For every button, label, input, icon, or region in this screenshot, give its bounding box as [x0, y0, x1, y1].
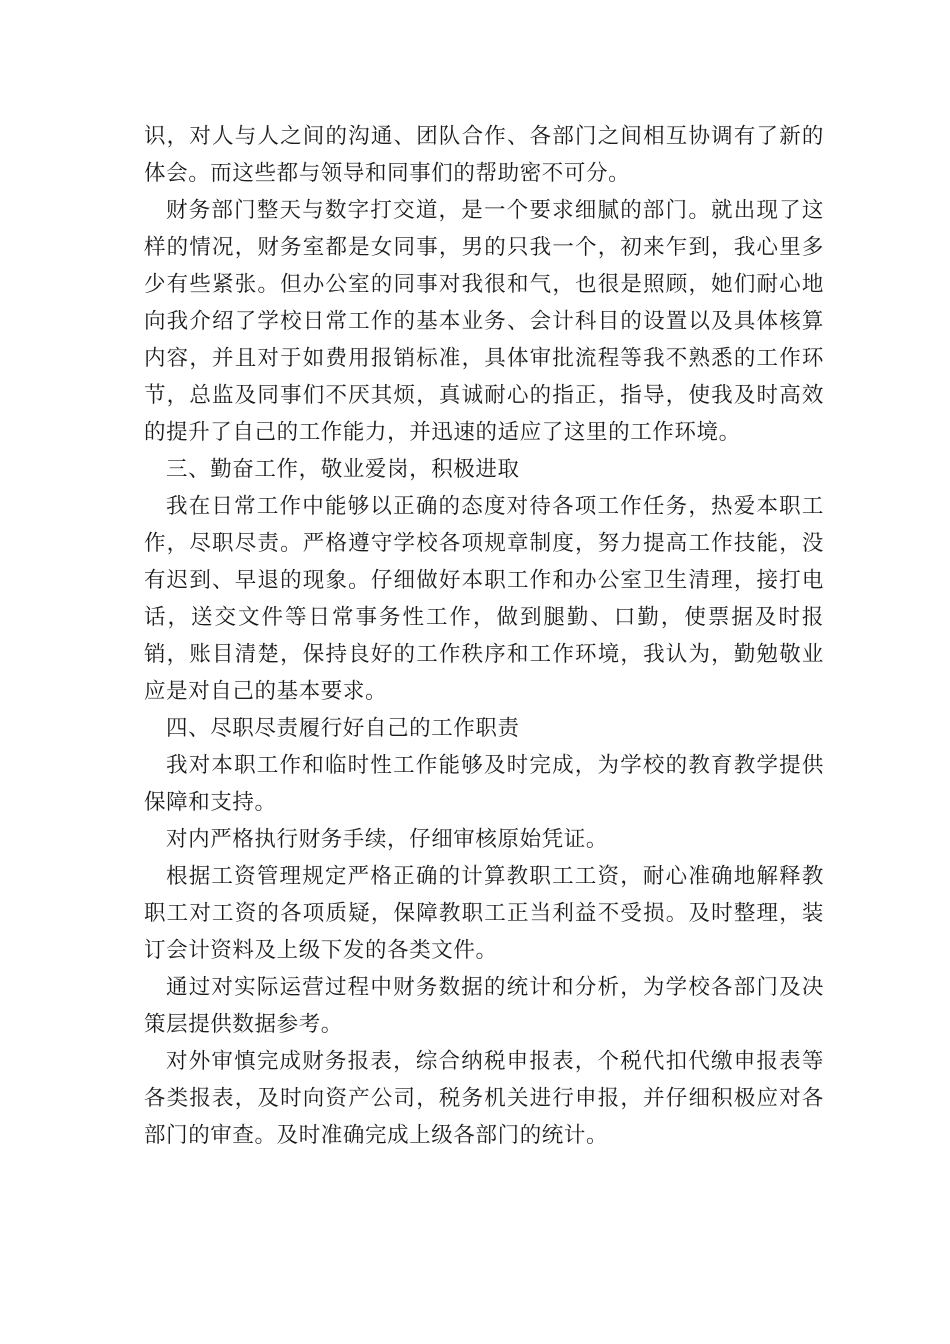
paragraph-payroll: 根据工资管理规定严格正确的计算教职工工资，耐心准确地解释教职工对工资的各项质疑，保障教职工正当利益不受损。及时整理，装订会计资料及上级下发的各类文件。: [144, 864, 824, 963]
paragraph-duties: 我对本职工作和临时性工作能够及时完成，为学校的教育教学提供保障和支持。: [144, 753, 824, 815]
paragraph-internal-procedures: 对内严格执行财务手续，仔细审核原始凭证。: [166, 827, 609, 852]
section-heading-3: 三、勤奋工作，敬业爱岗，积极进取: [166, 457, 520, 482]
paragraph-data-analysis: 通过对实际运营过程中财务数据的统计和分析，为学校各部门及决策层提供数据参考。: [144, 975, 824, 1037]
paragraph-finance-department: 财务部门整天与数字打交道，是一个要求细腻的部门。就出现了这样的情况，财务室都是女同事，男的只我一个，初来乍到，我心里多少有些紧张。但办公室的同事对我很和气，也很是照顾，她们耐心地向我介绍了学校日常工作的基本业务、会计科目的设置以及具体核算内容，并且对于如费用报销标准，具体审批流程等我不熟悉的工作环节，总监及同事们不厌其烦，真诚耐心的指正，指导，使我及时高效的提升了自己的工作能力，并迅速的适应了这里的工作环境。: [144, 198, 824, 445]
document-body: [144, 118, 824, 1154]
paragraph-continuation: 识，对人与人之间的沟通、团队合作、各部门之间相互协调有了新的体会。而这些都与领导和同事们的帮助密不可分。: [144, 124, 824, 186]
paragraph-external-reports: 对外审慎完成财务报表，综合纳税申报表，个税代扣代缴申报表等各类报表，及时向资产公司，税务机关进行申报，并仔细积极应对各部门的审查。及时准确完成上级各部门的统计。: [144, 1049, 824, 1148]
paragraph-daily-work: 我在日常工作中能够以正确的态度对待各项工作任务，热爱本职工作，尽职尽责。严格遵守学校各项规章制度，努力提高工作技能，没有迟到、早退的现象。仔细做好本职工作和办公室卫生清理，接打电话，送交文件等日常事务性工作，做到腿勤、口勤，使票据及时报销，账目清楚，保持良好的工作秩序和工作环境，我认为，勤勉敬业应是对自己的基本要求。: [144, 494, 824, 704]
section-heading-4: 四、尽职尽责履行好自己的工作职责: [166, 716, 520, 741]
